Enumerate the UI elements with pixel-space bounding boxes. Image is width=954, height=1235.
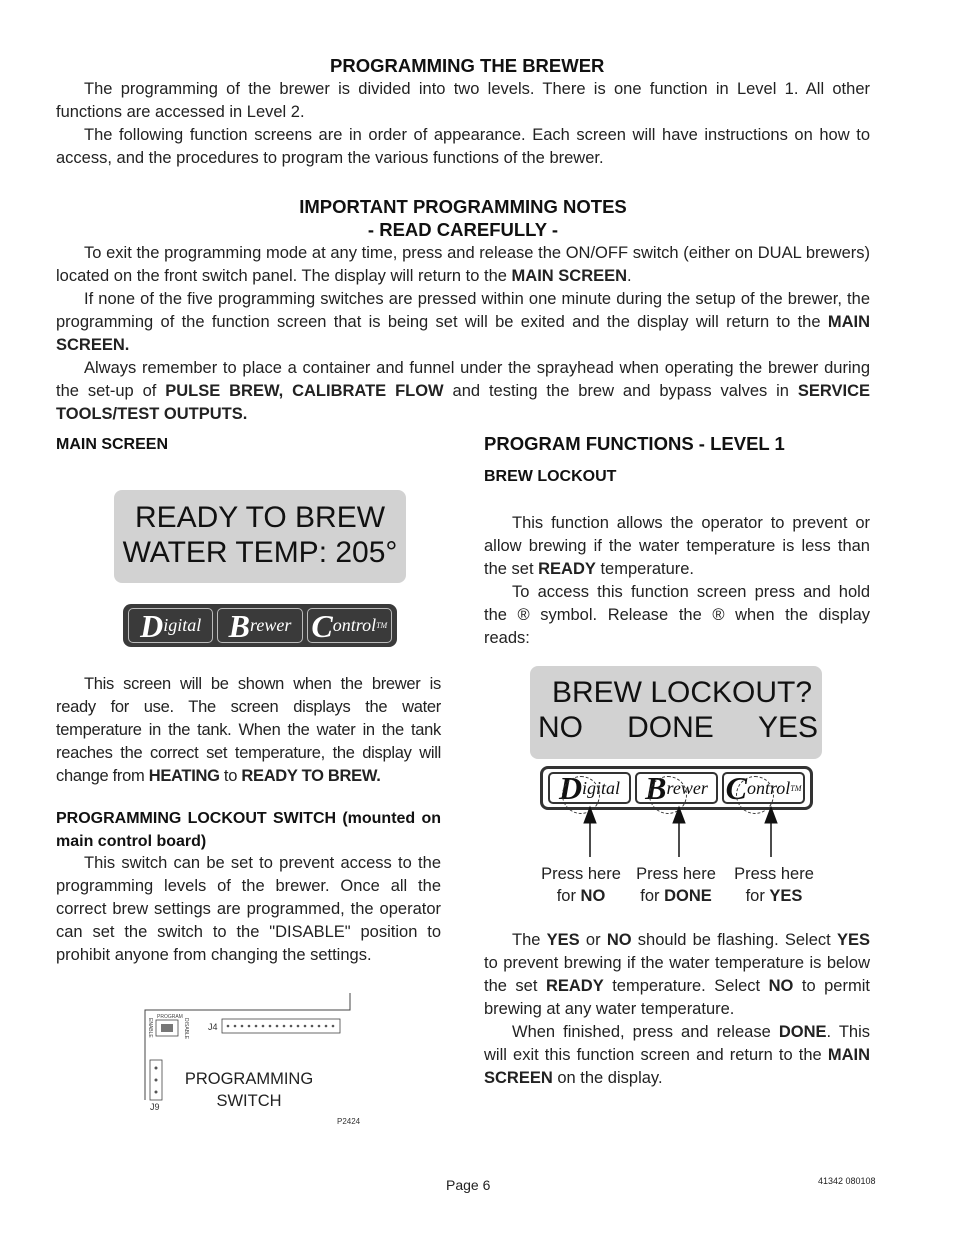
j4-connector-icon — [222, 1019, 340, 1033]
notes-paragraph-3: Always remember to place a container and funnel under the sprayhead when operating the brewer during the set-up of PULSE BREW, CALIBRATE FLOW and testing the brew and bypass valves in SERVICE TOOLS/TEST OUTPUTS. — [56, 359, 871, 423]
notes-heading — [56, 195, 870, 241]
svg-text:J4: J4 — [208, 1022, 218, 1032]
main-screen-display — [114, 490, 406, 583]
brew-lockout-display — [530, 666, 822, 759]
press-done-label: Press here for DONE — [636, 865, 716, 905]
lockout-switch-description: This switch can be set to prevent access to the programming levels of the brewer. Once all the correct brew settings are programmed, the operator can set the switch to the "DISABLE" position to prohibit anyone from changing the settings. — [56, 854, 441, 964]
notes-heading-line2: - READ CAREFULLY - — [367, 219, 559, 240]
svg-text:J9: J9 — [150, 1102, 160, 1112]
main-screen-description: This screen will be shown when the brewer is ready for use. The screen displays the water temperature in the tank. When the water in the tank reaches the correct set temperature, the display will change from HEATING to READY TO BREW. — [56, 675, 441, 785]
display-line-1: READY TO BREW — [134, 501, 386, 534]
brew-lockout-description: This function allows the operator to prevent or allow brewing if the water temperature is less than the set READY temperature. To access this function screen press and hold the ® symbol. Release the ® when the display reads: — [484, 514, 870, 647]
notes-paragraph-1: To exit the programming mode at any time, press and release the ON/OFF switch (either on DUAL brewers) located on the front switch panel. The display will return to the MAIN SCREEN. — [56, 244, 870, 285]
lockout-display-line-1: BREW LOCKOUT? — [552, 676, 813, 709]
press-no-label: Press here for NO — [541, 865, 621, 905]
lockout-display-line-2: NO DONE YES — [538, 711, 818, 744]
disable-label: DISABLE — [183, 1018, 189, 1040]
no-button[interactable]: D igital — [548, 772, 631, 804]
enable-label: ENABLE — [147, 1018, 153, 1038]
press-yes-label: Press here for YES — [734, 865, 814, 905]
dbc-logo-panel — [123, 604, 397, 647]
arrow-up-icon — [673, 807, 685, 823]
done-button[interactable]: B rewer — [635, 772, 718, 804]
notes-section — [56, 242, 870, 426]
svg-text:P2424: P2424 — [337, 1117, 361, 1126]
programming-switch-label: PROGRAMMING SWITCH — [184, 1070, 314, 1110]
yes-button[interactable]: C ontrol TM — [722, 772, 805, 804]
notes-heading-line1: IMPORTANT PROGRAMMING NOTES — [299, 196, 627, 217]
intro-paragraph-1: The programming of the brewer is divided into two levels. There is one function in Level 1. All other functions are accessed in Level 2. — [56, 80, 870, 121]
dbc-button-panel — [540, 766, 813, 810]
arrow-up-icon — [765, 807, 777, 823]
page-number: Page 6 — [446, 1177, 491, 1193]
brewer-logo-segment: B rewer — [217, 608, 302, 643]
brew-lockout-heading: BREW LOCKOUT — [484, 468, 617, 485]
svg-text:PROGRAM: PROGRAM — [157, 1014, 183, 1020]
brew-lockout-instructions: The YES or NO should be flashing. Select YES to prevent brewing if the water temperature is below the set READY temperature. Select NO to permit brewing at any water temperature. When finished, press and release DONE. This will exit this function screen and return to the MAIN SCREEN on the display. — [484, 931, 870, 1087]
page-title: PROGRAMMING THE BREWER — [330, 55, 605, 76]
level1-heading: PROGRAM FUNCTIONS - LEVEL 1 — [484, 433, 785, 454]
document-code: 41342 080108 — [818, 1176, 876, 1186]
digital-logo-segment: D igital — [128, 608, 213, 643]
arrow-up-icon — [584, 807, 596, 823]
intro-section — [56, 78, 870, 170]
lockout-switch-heading: PROGRAMMING LOCKOUT SWITCH (mounted on main control board) — [56, 810, 441, 850]
intro-paragraph-2: The following function screens are in order of appearance. Each screen will have instructions on how to access, and the procedures to program the various functions of the brewer. — [56, 126, 870, 167]
pointer-arrows — [560, 805, 800, 860]
control-logo-segment: C ontrol TM — [307, 608, 392, 643]
display-line-2: WATER TEMP: 205° — [122, 536, 398, 569]
main-screen-heading: MAIN SCREEN — [56, 436, 169, 453]
notes-paragraph-2: If none of the five programming switches are pressed within one minute during the setup of the brewer, the programming of the function screen that is being set will be exited and the display will return to the MAIN SCREEN. — [56, 290, 870, 354]
